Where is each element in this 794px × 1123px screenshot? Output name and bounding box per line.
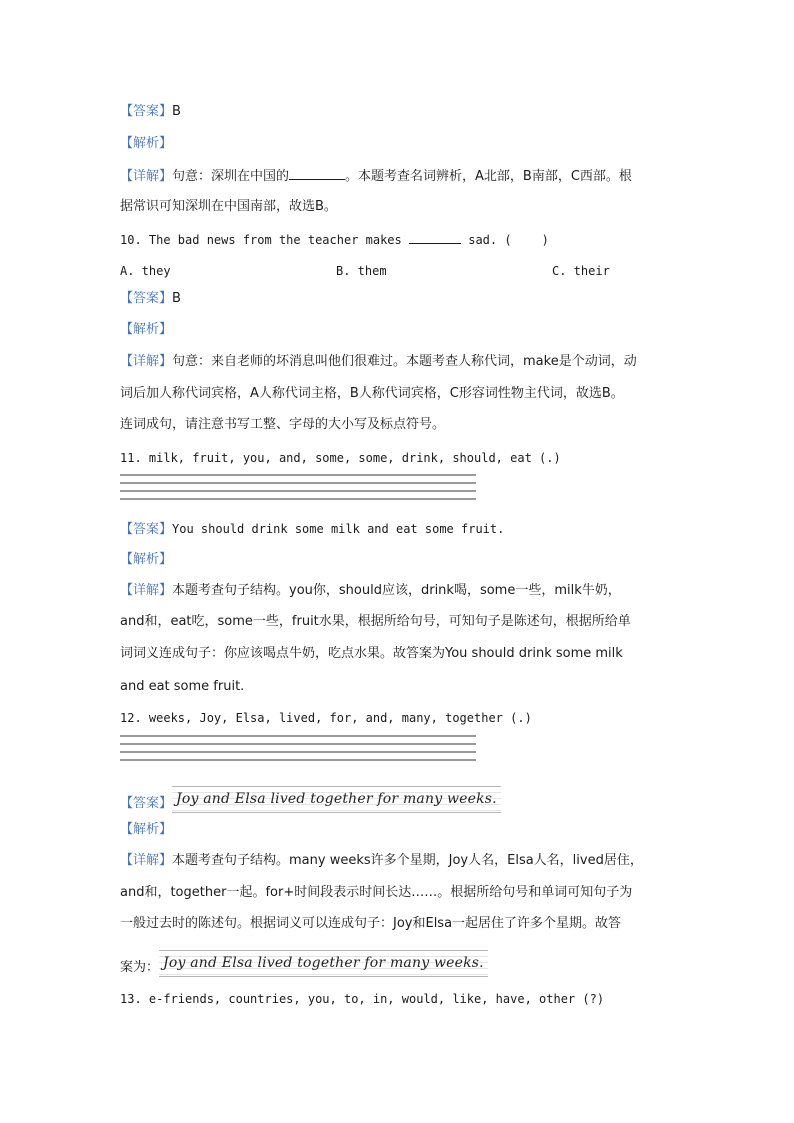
q11-writing-lines [120,474,476,506]
analysis-label: 【解析】 [120,322,173,337]
q11-stem-text: 11. milk, fruit, you, and, some, some, drink, should, eat (.) [120,451,561,465]
detail-label: 【详解】 [120,169,173,184]
answer-blank [289,167,345,180]
q9-detail-text-3: 据常识可知深圳在中国南部，故选B。 [120,199,337,214]
q11-detail-line-1 [120,583,621,599]
q12-handwritten-answer: Joy and Elsa lived together for many weeks. [172,786,501,813]
q12-detail-line-4 [120,950,488,979]
q10-stem-end: ) [541,233,549,247]
option-a: A. they [120,264,171,278]
q12-detail-text-3: 一般过去时的陈述句。根据词义可以连成句子：Joy和Elsa一起居住了许多个星期。故答 [120,916,622,931]
q9-detail-text: 句意：深圳在中国的 [172,169,290,184]
q10-answer-line [120,291,181,307]
q10-stem-text: 10. The bad news from the teacher makes [120,233,402,247]
q10-detail-text-2: 词后加人称代词宾格，A人称代词主格，B人称代词宾格，C形容词性物主代词，故选B。 [120,386,624,401]
answer-label: 【答案】 [120,104,173,119]
q12-detail-line-2 [120,885,632,901]
detail-label: 【详解】 [120,354,173,369]
q12-writing-lines [120,735,476,767]
q9-analysis-line [120,136,172,152]
q10-detail-text: 句意：来自老师的坏消息叫他们很难过。本题考查人称代词，make是个动词，动 [172,354,637,369]
q9-detail-text-2: 。本题考查名词辨析，A北部，B南部，C西部。根 [345,169,632,184]
q11-detail-text-4: and eat some fruit. [120,679,245,694]
analysis-label: 【解析】 [120,136,173,151]
q11-stem [120,450,561,466]
q12-detail-line-3 [120,916,621,932]
q12-detail-text: 本题考查句子结构。many weeks许多个星期，Joy人名，Elsa人名，lived居住， [172,853,643,868]
q12-detail-text-4: 案为： [120,960,160,975]
q10-answer: B [172,291,181,306]
q11-detail-text-3: 词词义连成句子：你应该喝点牛奶，吃点水果。故答案为You should drink some milk [120,646,623,661]
option-b: B. them [336,264,387,278]
q12-stem [120,710,532,726]
q11-answer-line [120,521,504,538]
analysis-label: 【解析】 [120,552,173,567]
q9-detail-line-1 [120,167,632,185]
q13-stem-text: 13. e-friends, countries, you, to, in, would, like, have, other (?) [120,992,605,1006]
q10-detail-line-1 [120,354,637,370]
q10-analysis-line [120,322,172,338]
q9-answer-line [120,104,181,120]
q11-detail-text: 本题考查句子结构。you你，should应该，drink喝，some一些，milk牛奶， [172,583,621,598]
option-c: C. their [552,264,610,278]
q11-detail-line-4 [120,679,244,695]
answer-label: 【答案】 [120,291,173,306]
answer-label: 【答案】 [120,522,173,537]
detail-label: 【详解】 [120,583,173,598]
q11-detail-text-2: and和，eat吃，some一些，fruit水果，根据所给句号，可知句子是陈述句，根据所给单 [120,614,631,629]
q12-answer-line [120,786,501,815]
detail-label: 【详解】 [120,853,173,868]
q12-detail-text-2: and和，together一起。for+时间段表示时间长达……。根据所给句号和单词可知句子为 [120,885,633,900]
q12-detail-line-1 [120,853,643,869]
answer-label: 【答案】 [120,796,173,811]
q9-answer: B [172,104,181,119]
q9-detail-line-2 [120,199,337,215]
q12-handwritten-detail: Joy and Elsa lived together for many weeks. [159,950,488,977]
q13-stem [120,991,604,1007]
q11-analysis-line [120,552,172,568]
q11-detail-line-2 [120,614,631,630]
q12-stem-text: 12. weeks, Joy, Elsa, lived, for, and, many, together (.) [120,711,532,725]
instruction-text: 连词成句，请注意书写工整、字母的大小写及标点符号。 [120,417,446,432]
section-instruction [120,417,445,433]
q10-stem-text-2: sad. ( [468,233,512,247]
q12-analysis-line [120,822,172,838]
q11-detail-line-3 [120,646,623,662]
analysis-label: 【解析】 [120,822,173,837]
answer-blank [409,231,461,244]
q10-detail-line-2 [120,386,624,402]
q10-stem [120,231,549,248]
q11-answer: You should drink some milk and eat some fruit. [172,522,505,536]
